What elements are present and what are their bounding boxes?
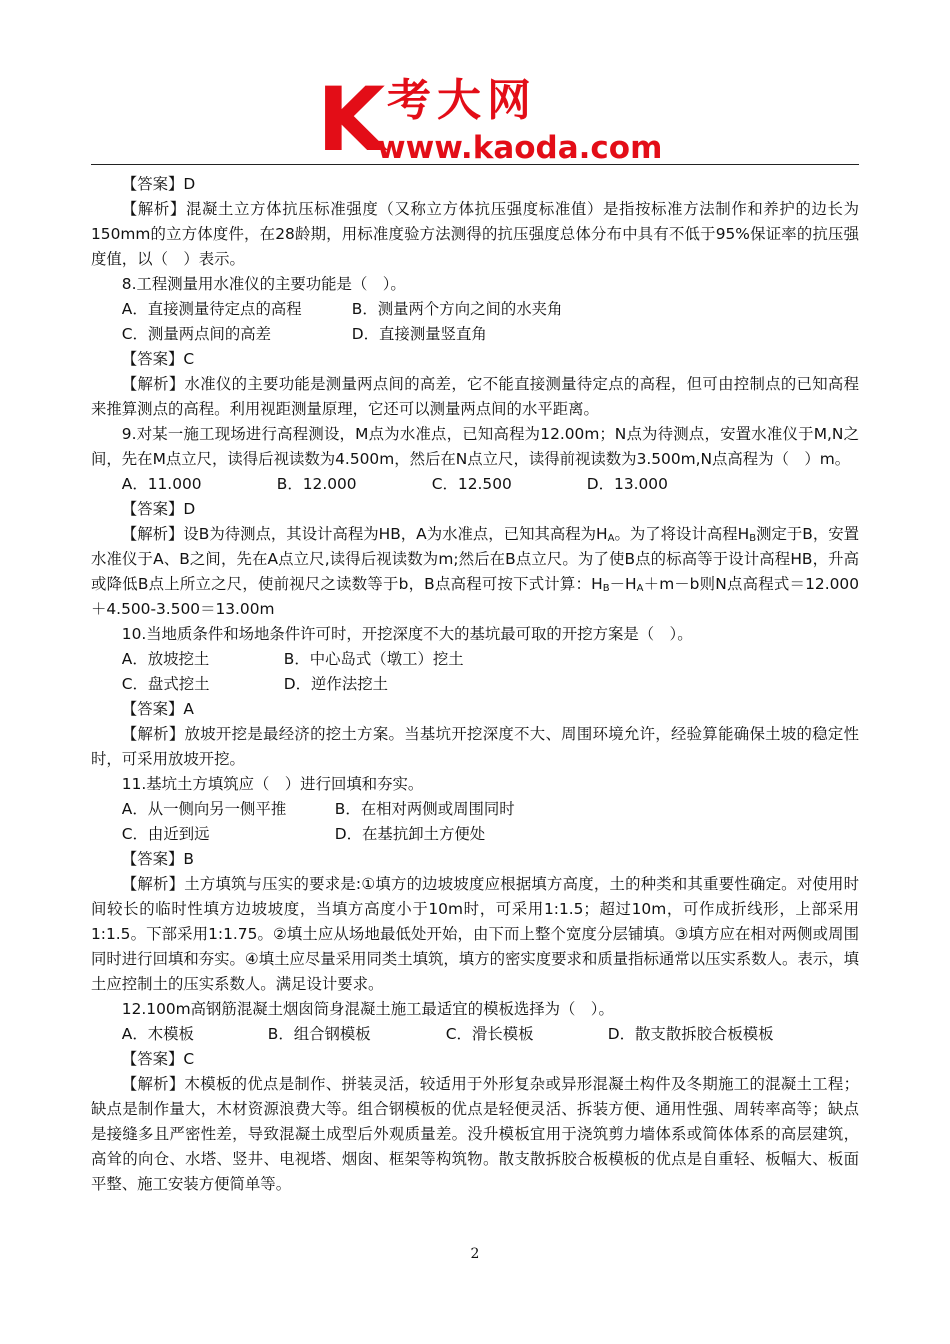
explanation-paragraph: 【解析】土方填筑与压实的要求是:①填方的边坡坡度应根据填方高度，土的种类和其重要性确定。对使用时间较长的临时性填方边坡坡度，当填方高度小于10m时，可采用1:1.5；超过10m，可作成折线形，上部采用1:1.5。下部采用1:1.75。②填土应从场地最低处开始，由下而上整个宽度分层铺填。③填方应在相对两侧或周围同时进行回填和夯实。④填土应尽量采用同类土填筑，填方的密实度要求和质量指标通常以压实系数人。表示，填土应控制土的压实系数人。满足设计要求。	[91, 875, 859, 993]
answer-option: D．逆作法挖土	[283, 675, 388, 693]
document-body	[91, 172, 859, 1197]
explanation-paragraph: 【解析】放坡开挖是最经济的挖土方案。当基坑开挖深度不大、周围环境允许，经验算能确保土坡的稳定性时，可采用放坡开挖。	[91, 725, 859, 768]
logo-k-mark: K	[317, 68, 382, 171]
answer-option: A．11.000	[121, 475, 202, 493]
answer-option: C．滑长模板	[445, 1025, 534, 1043]
logo-chinese-name: 考大网	[387, 75, 537, 126]
answer-option: D．13.000	[586, 475, 668, 493]
page-number: 2	[470, 1246, 480, 1262]
answer-line: 【答案】A	[121, 700, 194, 718]
answer-option: A．直接测量待定点的高程	[121, 300, 302, 318]
explanation-paragraph: 【解析】混凝土立方体抗压标准强度（又称立方体抗压强度标准值）是指按标准方法制作和养护的边长为150mm的立方体度件，在28龄期，用标准度验方法测得的抗压强度总体分布中具有不低于95%保证率的抗压强度值，以（ ）表示。	[91, 200, 859, 268]
answer-line: 【答案】D	[121, 175, 196, 193]
question-text: 8.工程测量用水准仪的主要功能是（ ）。	[121, 275, 406, 293]
answer-option: B．在相对两侧或周围同时	[334, 800, 515, 818]
question-text: 12.100m高钢筋混凝土烟囱筒身混凝土施工最适宜的模板选择为（ ）。	[121, 1000, 614, 1018]
explanation-paragraph: 【解析】设B为待测点，其设计高程为HB，A为水准点，已知其高程为$H_A$。为了将设计高程$H_B$测定于B，安置水准仪于A、B之间，先在A点立尺,读得后视读数为m;然后在B点立尺。为了使B点的标高等于设计高程HB，升高或降低B点上所立之尺，使前视尺之读数等于b，B点高程可按下式计算：$H_B-H_A+m-b$则N点高程式＝12.000＋4.500-3.500＝13.00m	[91, 525, 860, 618]
option-row	[91, 472, 859, 497]
answer-line: 【答案】C	[121, 350, 195, 368]
option-row	[91, 647, 859, 672]
kaoda-logo	[317, 68, 663, 171]
option-row	[91, 297, 859, 322]
question-text: 10.当地质条件和场地条件许可时，开挖深度不大的基坑最可取的开挖方案是（ ）。	[121, 625, 693, 643]
answer-line: 【答案】D	[121, 500, 196, 518]
question-text: 9.对某一施工现场进行高程测设，M点为水准点，已知高程为12.00m；N点为待测点，安置水准仪于M,N之间，先在M点立尺，读得后视读数为4.500m，然后在N点立尺，读得前视读数为3.500m,N点高程为（ ）m。	[91, 425, 859, 468]
answer-option: A．木模板	[121, 1025, 194, 1043]
answer-line: 【答案】B	[121, 850, 194, 868]
answer-option: D．在基抗卸土方便处	[334, 825, 486, 843]
answer-option: C．测量两点间的高差	[121, 325, 272, 343]
header-divider	[91, 164, 859, 165]
answer-option: A．从一侧向另一侧平推	[121, 800, 287, 818]
option-row	[91, 672, 859, 697]
answer-line: 【答案】C	[121, 1050, 195, 1068]
answer-option: C．盘式挖土	[121, 675, 210, 693]
option-row	[91, 797, 859, 822]
answer-option: D．直接测量竖直角	[351, 325, 487, 343]
logo-url: www.kaoda.com	[377, 130, 663, 166]
question-text: 11.基坑土方填筑应（ ）进行回填和夯实。	[121, 775, 424, 793]
option-row	[91, 322, 859, 347]
answer-option: B．测量两个方向之间的水夹角	[351, 300, 563, 318]
page-header	[91, 68, 859, 171]
answer-option: C．由近到远	[121, 825, 210, 843]
answer-option: D．散支散拆胶合板模板	[607, 1025, 774, 1043]
answer-option: B．中心岛式（墩工）挖土	[283, 650, 464, 668]
explanation-paragraph: 【解析】木模板的优点是制作、拼装灵活，较适用于外形复杂或异形混凝土构件及冬期施工的混凝土工程；缺点是制作量大，木材资源浪费大等。组合钢模板的优点是轻便灵活、拆装方便、通用性强、周转率高等；缺点是接缝多且严密性差，导致混凝土成型后外观质量差。没升模板宜用于浇筑剪力墙体系或简体体系的高层建筑，高耸的向仓、水塔、竖井、电视塔、烟囱、框架等构筑物。散支散拆胶合板模板的优点是自重轻、板幅大、板面平整、施工安装方便简单等。	[91, 1075, 859, 1193]
explanation-paragraph: 【解析】水准仪的主要功能是测量两点间的高差，它不能直接测量待定点的高程，但可由控制点的已知高程来推算测点的高程。利用视距测量原理，它还可以测量两点间的水平距离。	[91, 375, 859, 418]
answer-option: A．放坡挖土	[121, 650, 210, 668]
answer-option: B．12.000	[276, 475, 357, 493]
option-row	[91, 1022, 859, 1047]
answer-option: B．组合钢模板	[267, 1025, 371, 1043]
answer-option: C．12.500	[431, 475, 512, 493]
option-row	[91, 822, 859, 847]
